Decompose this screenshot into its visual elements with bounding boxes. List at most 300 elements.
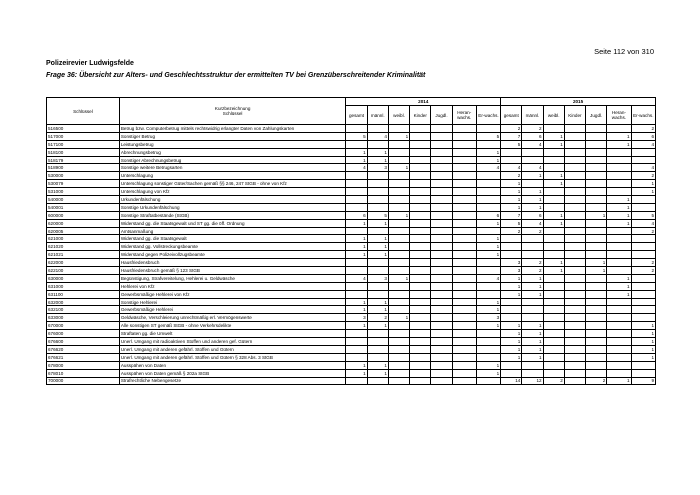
cell-2015-adults: 1: [631, 322, 655, 330]
cell-2014-adults: 5: [476, 132, 500, 140]
cell-2014-female: [388, 125, 409, 133]
cell-2014-juveniles: [431, 290, 452, 298]
cell-2014-adults: 1: [476, 243, 500, 251]
cell-2014-female: [388, 227, 409, 235]
cell-2014-adults: [476, 377, 500, 385]
sub-header-2015-male: männl.: [522, 106, 543, 125]
cell-2014-female: 1: [388, 132, 409, 140]
cell-2015-adolescents: [607, 338, 631, 346]
cell-2015-juveniles: [586, 227, 607, 235]
row-description: Ausspähen von Daten: [119, 361, 346, 369]
cell-2014-female: [388, 156, 409, 164]
cell-2014-total: 6: [346, 211, 367, 219]
cell-2014-female: [388, 338, 409, 346]
table-row: [47, 132, 656, 140]
cell-2015-total: [501, 306, 522, 314]
cell-2014-total: [346, 188, 367, 196]
cell-2014-juveniles: [431, 132, 452, 140]
cell-2014-male: [367, 345, 388, 353]
cell-2014-adolescents: [452, 353, 476, 361]
cell-2015-female: [543, 243, 564, 251]
table-row: [47, 369, 656, 377]
cell-2015-total: 7: [501, 211, 522, 219]
cell-2015-adolescents: [607, 188, 631, 196]
cell-2015-male: [522, 243, 543, 251]
cell-2015-male: 2: [522, 259, 543, 267]
cell-2015-total: 1: [501, 274, 522, 282]
cell-2015-adolescents: 1: [607, 140, 631, 148]
cell-2015-female: [543, 306, 564, 314]
cell-2014-juveniles: [431, 267, 452, 275]
row-description: Amtsanmaßung: [119, 227, 346, 235]
row-description: Unerl. Umgang mit radioaktiven Stoffen und anderen gef. Gütern: [119, 338, 346, 346]
cell-2014-total: 1: [346, 148, 367, 156]
cell-2015-female: [543, 251, 564, 259]
cell-2014-juveniles: [431, 274, 452, 282]
cell-2014-children: [410, 125, 431, 133]
cell-2014-juveniles: [431, 188, 452, 196]
cell-2015-children: [564, 251, 585, 259]
cell-2014-children: [410, 164, 431, 172]
table-row: [47, 282, 656, 290]
cell-2015-adults: 9: [631, 377, 655, 385]
cell-2015-juveniles: [586, 314, 607, 322]
cell-2014-adolescents: [452, 188, 476, 196]
cell-2014-adolescents: [452, 203, 476, 211]
cell-2015-male: [522, 314, 543, 322]
cell-2014-male: [367, 180, 388, 188]
cell-2015-adults: 1: [631, 180, 655, 188]
cell-2014-female: [388, 196, 409, 204]
cell-2015-female: 1: [543, 180, 564, 188]
row-key: 530000: [47, 172, 120, 180]
cell-2015-male: 4: [522, 140, 543, 148]
cell-2015-total: [501, 235, 522, 243]
cell-2015-total: 1: [501, 196, 522, 204]
cell-2014-adolescents: [452, 290, 476, 298]
row-key: 700000: [47, 377, 120, 385]
cell-2014-total: [346, 330, 367, 338]
cell-2015-adolescents: [607, 298, 631, 306]
cell-2014-adolescents: [452, 164, 476, 172]
sub-header-2014-adults: Er-wachs.: [476, 106, 500, 125]
table-row: [47, 330, 656, 338]
cell-2014-total: [346, 140, 367, 148]
cell-2014-adults: [476, 188, 500, 196]
cell-2014-total: [346, 377, 367, 385]
cell-2014-female: [388, 306, 409, 314]
cell-2014-total: [346, 180, 367, 188]
cell-2014-juveniles: [431, 345, 452, 353]
cell-2015-adolescents: [607, 125, 631, 133]
cell-2015-children: [564, 132, 585, 140]
cell-2014-female: [388, 361, 409, 369]
row-description: Sonstiger Betrug: [119, 132, 346, 140]
cell-2015-total: 1: [501, 353, 522, 361]
table-row: [47, 274, 656, 282]
sub-header-2015-total: gesamt: [501, 106, 522, 125]
cell-2014-male: 1: [367, 156, 388, 164]
cell-2014-total: [346, 338, 367, 346]
table-row: [47, 211, 656, 219]
cell-2014-juveniles: [431, 125, 452, 133]
table-row: [47, 361, 656, 369]
cell-2015-total: 2: [501, 125, 522, 133]
cell-2015-female: [543, 314, 564, 322]
cell-2014-adolescents: [452, 274, 476, 282]
cell-2015-juveniles: [586, 338, 607, 346]
cell-2014-children: [410, 227, 431, 235]
cell-2015-children: [564, 314, 585, 322]
cell-2015-adults: 4: [631, 140, 655, 148]
cell-2015-female: 1: [543, 132, 564, 140]
cell-2015-male: [522, 156, 543, 164]
cell-2014-adults: [476, 290, 500, 298]
cell-2015-juveniles: 1: [586, 259, 607, 267]
cell-2015-juveniles: [586, 330, 607, 338]
row-description: Gewerbsmäßige Hehlerei: [119, 306, 346, 314]
cell-2014-male: [367, 196, 388, 204]
cell-2015-adults: 5: [631, 211, 655, 219]
cell-2015-adults: [631, 251, 655, 259]
table-row: [47, 259, 656, 267]
cell-2015-total: 14: [501, 377, 522, 385]
cell-2015-children: [564, 172, 585, 180]
cell-2015-adolescents: [607, 164, 631, 172]
cell-2015-juveniles: [586, 282, 607, 290]
cell-2014-adolescents: [452, 306, 476, 314]
cell-2014-female: [388, 243, 409, 251]
cell-2014-adults: [476, 196, 500, 204]
cell-2015-female: [543, 156, 564, 164]
cell-2014-male: [367, 140, 388, 148]
cell-2015-children: [564, 306, 585, 314]
cell-2015-adults: [631, 306, 655, 314]
cell-2014-juveniles: [431, 211, 452, 219]
cell-2015-total: [501, 243, 522, 251]
cell-2014-male: 1: [367, 235, 388, 243]
cell-2014-total: 5: [346, 132, 367, 140]
cell-2015-children: [564, 259, 585, 267]
cell-2015-juveniles: [586, 132, 607, 140]
cell-2014-children: [410, 377, 431, 385]
cell-2014-female: [388, 282, 409, 290]
cell-2014-total: 1: [346, 219, 367, 227]
cell-2015-total: 1: [501, 345, 522, 353]
cell-2015-children: [564, 148, 585, 156]
cell-2015-female: 1: [543, 267, 564, 275]
cell-2014-male: 5: [367, 211, 388, 219]
cell-2015-male: 4: [522, 219, 543, 227]
cell-2015-adolescents: [607, 353, 631, 361]
sub-header-2014-adolescents: Heran-wachs.: [452, 106, 476, 125]
cell-2015-female: [543, 203, 564, 211]
report-title: Polizeirevier Ludwigsfelde: [46, 60, 134, 67]
cell-2015-juveniles: [586, 243, 607, 251]
cell-2015-total: 1: [501, 322, 522, 330]
cell-2014-adults: 1: [476, 156, 500, 164]
cell-2015-children: [564, 282, 585, 290]
header-description: [119, 98, 346, 125]
cell-2014-male: [367, 203, 388, 211]
cell-2015-adolescents: [607, 148, 631, 156]
cell-2014-adolescents: [452, 235, 476, 243]
table-body: [47, 125, 656, 385]
cell-2014-juveniles: [431, 227, 452, 235]
cell-2015-total: 5: [501, 219, 522, 227]
cell-2015-adults: [631, 290, 655, 298]
cell-2015-adults: 1: [631, 330, 655, 338]
row-key: 632000: [47, 298, 120, 306]
cell-2015-total: 5: [501, 140, 522, 148]
cell-2015-female: [543, 322, 564, 330]
row-key: 517100: [47, 140, 120, 148]
cell-2015-female: [543, 345, 564, 353]
cell-2015-adults: 2: [631, 125, 655, 133]
sub-header-2014-total: gesamt: [346, 106, 367, 125]
row-description: Alle sonstigen ST gemäß StGB - ohne Verkehrsdelikte: [119, 322, 346, 330]
cell-2014-male: [367, 377, 388, 385]
cell-2015-juveniles: [586, 353, 607, 361]
cell-2014-adolescents: [452, 361, 476, 369]
row-description: Geldwäsche, Verschleierung unrechtmäßig erl. Vermögenswerte: [119, 314, 346, 322]
cell-2015-total: 1: [501, 180, 522, 188]
cell-2015-male: 2: [522, 125, 543, 133]
cell-2015-children: [564, 345, 585, 353]
cell-2015-children: [564, 361, 585, 369]
cell-2014-juveniles: [431, 369, 452, 377]
table-row: [47, 298, 656, 306]
cell-2015-total: [501, 251, 522, 259]
row-description: Strafrechtliche Nebengesetze: [119, 377, 346, 385]
cell-2015-adolescents: [607, 361, 631, 369]
cell-2015-children: [564, 322, 585, 330]
cell-2015-adolescents: [607, 306, 631, 314]
row-description: Unerl. Umgang mit anderen gefährl. Stoffen und Gütern § 328 Abs. 3 StGB: [119, 353, 346, 361]
cell-2014-children: [410, 353, 431, 361]
cell-2015-children: [564, 369, 585, 377]
row-key: 678010: [47, 369, 120, 377]
cell-2015-juveniles: [586, 361, 607, 369]
cell-2014-adolescents: [452, 125, 476, 133]
cell-2014-total: 1: [346, 235, 367, 243]
cell-2015-female: [543, 227, 564, 235]
cell-2015-female: [543, 164, 564, 172]
cell-2015-adolescents: [607, 322, 631, 330]
cell-2014-female: [388, 219, 409, 227]
sub-header-2014-children: Kinder: [410, 106, 431, 125]
row-description: Widerstand gegen Polizeivollzugsbeamte: [119, 251, 346, 259]
cell-2014-male: 1: [367, 243, 388, 251]
header-key: Schlüssel: [47, 98, 120, 125]
cell-2015-children: [564, 164, 585, 172]
cell-2014-female: [388, 172, 409, 180]
cell-2015-male: 1: [522, 282, 543, 290]
cell-2014-adolescents: [452, 345, 476, 353]
cell-2014-total: [346, 345, 367, 353]
cell-2015-male: 1: [522, 345, 543, 353]
cell-2014-adolescents: [452, 251, 476, 259]
cell-2014-juveniles: [431, 251, 452, 259]
table-row: [47, 164, 656, 172]
cell-2015-male: 1: [522, 172, 543, 180]
cell-2014-adults: [476, 267, 500, 275]
cell-2014-total: 1: [346, 298, 367, 306]
cell-2014-children: [410, 148, 431, 156]
cell-2015-adults: 2: [631, 172, 655, 180]
row-description: Widerstand gg. die Staatsgewalt und ST gg. die öff. Ordnung: [119, 219, 346, 227]
table-row: [47, 156, 656, 164]
cell-2015-juveniles: [586, 369, 607, 377]
cell-2014-adolescents: [452, 180, 476, 188]
cell-2015-male: 12: [522, 377, 543, 385]
cell-2015-male: 1: [522, 290, 543, 298]
cell-2015-adolescents: [607, 251, 631, 259]
cell-2014-children: [410, 172, 431, 180]
cell-2015-adolescents: 1: [607, 282, 631, 290]
cell-2014-juveniles: [431, 298, 452, 306]
cell-2015-adults: [631, 243, 655, 251]
cell-2015-adolescents: 1: [607, 377, 631, 385]
cell-2015-adults: 2: [631, 267, 655, 275]
row-description: Ausspähen von Daten gemäß § 202a StGB: [119, 369, 346, 377]
row-description: Unterschlagung von Kfz: [119, 188, 346, 196]
cell-2014-juveniles: [431, 196, 452, 204]
cell-2015-adolescents: 1: [607, 132, 631, 140]
cell-2014-adults: [476, 345, 500, 353]
row-key: 540000: [47, 196, 120, 204]
cell-2015-total: [501, 369, 522, 377]
cell-2015-adolescents: [607, 227, 631, 235]
cell-2015-male: [522, 369, 543, 377]
cell-2015-total: [501, 148, 522, 156]
row-key: 621000: [47, 235, 120, 243]
cell-2015-adolescents: 1: [607, 274, 631, 282]
cell-2014-children: [410, 140, 431, 148]
cell-2014-male: 1: [367, 306, 388, 314]
cell-2015-male: 4: [522, 164, 543, 172]
cell-2014-male: [367, 125, 388, 133]
table-row: [47, 125, 656, 133]
cell-2014-female: [388, 330, 409, 338]
row-description: Hausfriedensbruch: [119, 259, 346, 267]
table-row: [47, 267, 656, 275]
cell-2014-adolescents: [452, 148, 476, 156]
cell-2014-adolescents: [452, 322, 476, 330]
cell-2014-male: 1: [367, 369, 388, 377]
cell-2014-female: [388, 188, 409, 196]
cell-2015-adolescents: [607, 330, 631, 338]
cell-2015-children: [564, 377, 585, 385]
cell-2015-total: 1: [501, 338, 522, 346]
cell-2014-male: [367, 188, 388, 196]
cell-2014-adolescents: [452, 140, 476, 148]
cell-2015-male: 6: [522, 211, 543, 219]
cell-2014-female: [388, 259, 409, 267]
cell-2014-total: 1: [346, 243, 367, 251]
cell-2015-female: 1: [543, 211, 564, 219]
cell-2015-adolescents: [607, 243, 631, 251]
cell-2014-children: [410, 196, 431, 204]
cell-2014-juveniles: [431, 306, 452, 314]
cell-2015-male: 1: [522, 203, 543, 211]
cell-2014-juveniles: [431, 235, 452, 243]
cell-2014-children: [410, 282, 431, 290]
cell-2015-male: 1: [522, 188, 543, 196]
cell-2014-juveniles: [431, 314, 452, 322]
cell-2014-male: 2: [367, 314, 388, 322]
cell-2014-total: 1: [346, 369, 367, 377]
cell-2015-adolescents: 1: [607, 211, 631, 219]
cell-2015-male: [522, 235, 543, 243]
cell-2014-female: [388, 369, 409, 377]
cell-2014-juveniles: [431, 361, 452, 369]
cell-2014-adults: [476, 338, 500, 346]
cell-2014-juveniles: [431, 259, 452, 267]
row-key: 530079: [47, 180, 120, 188]
cell-2014-adults: 1: [476, 306, 500, 314]
cell-2015-adolescents: [607, 259, 631, 267]
row-description: Hehlerei von Kfz: [119, 282, 346, 290]
cell-2014-total: 1: [346, 361, 367, 369]
cell-2015-children: [564, 203, 585, 211]
page-number: Seite 112 von 310: [594, 47, 654, 56]
cell-2014-adolescents: [452, 172, 476, 180]
cell-2014-male: [367, 267, 388, 275]
sub-header-2014-male: männl.: [367, 106, 388, 125]
row-key: 631100: [47, 290, 120, 298]
cell-2015-total: 2: [501, 172, 522, 180]
cell-2014-male: [367, 282, 388, 290]
cell-2015-male: 1: [522, 338, 543, 346]
cell-2015-adults: [631, 298, 655, 306]
row-description: Leistungsbetrug: [119, 140, 346, 148]
table-row: [47, 148, 656, 156]
cell-2015-juveniles: 1: [586, 211, 607, 219]
cell-2014-female: 1: [388, 314, 409, 322]
cell-2015-juveniles: [586, 164, 607, 172]
cell-2015-juveniles: 2: [586, 377, 607, 385]
cell-2014-adults: 1: [476, 251, 500, 259]
cell-2014-total: [346, 125, 367, 133]
row-key: 516500: [47, 125, 120, 133]
cell-2015-adolescents: 1: [607, 219, 631, 227]
cell-2014-adolescents: [452, 377, 476, 385]
cell-2015-juveniles: [586, 188, 607, 196]
row-key: 676000: [47, 330, 120, 338]
cell-2014-female: [388, 353, 409, 361]
cell-2015-children: [564, 353, 585, 361]
cell-2014-children: [410, 298, 431, 306]
table-row: [47, 290, 656, 298]
cell-2014-adults: [476, 140, 500, 148]
cell-2014-female: [388, 148, 409, 156]
cell-2014-female: [388, 251, 409, 259]
row-key: 622100: [47, 267, 120, 275]
row-key: 676600: [47, 338, 120, 346]
cell-2015-adults: [631, 274, 655, 282]
cell-2015-male: 1: [522, 353, 543, 361]
cell-2015-juveniles: [586, 274, 607, 282]
cell-2015-total: 1: [501, 290, 522, 298]
row-key: 531000: [47, 188, 120, 196]
cell-2014-total: [346, 203, 367, 211]
cell-2014-female: 1: [388, 274, 409, 282]
sub-header-2015-adults: Er-wachs.: [631, 106, 655, 125]
cell-2015-adults: [631, 361, 655, 369]
row-description: Straftaten gg. die Umwelt: [119, 330, 346, 338]
row-key: 678000: [47, 361, 120, 369]
